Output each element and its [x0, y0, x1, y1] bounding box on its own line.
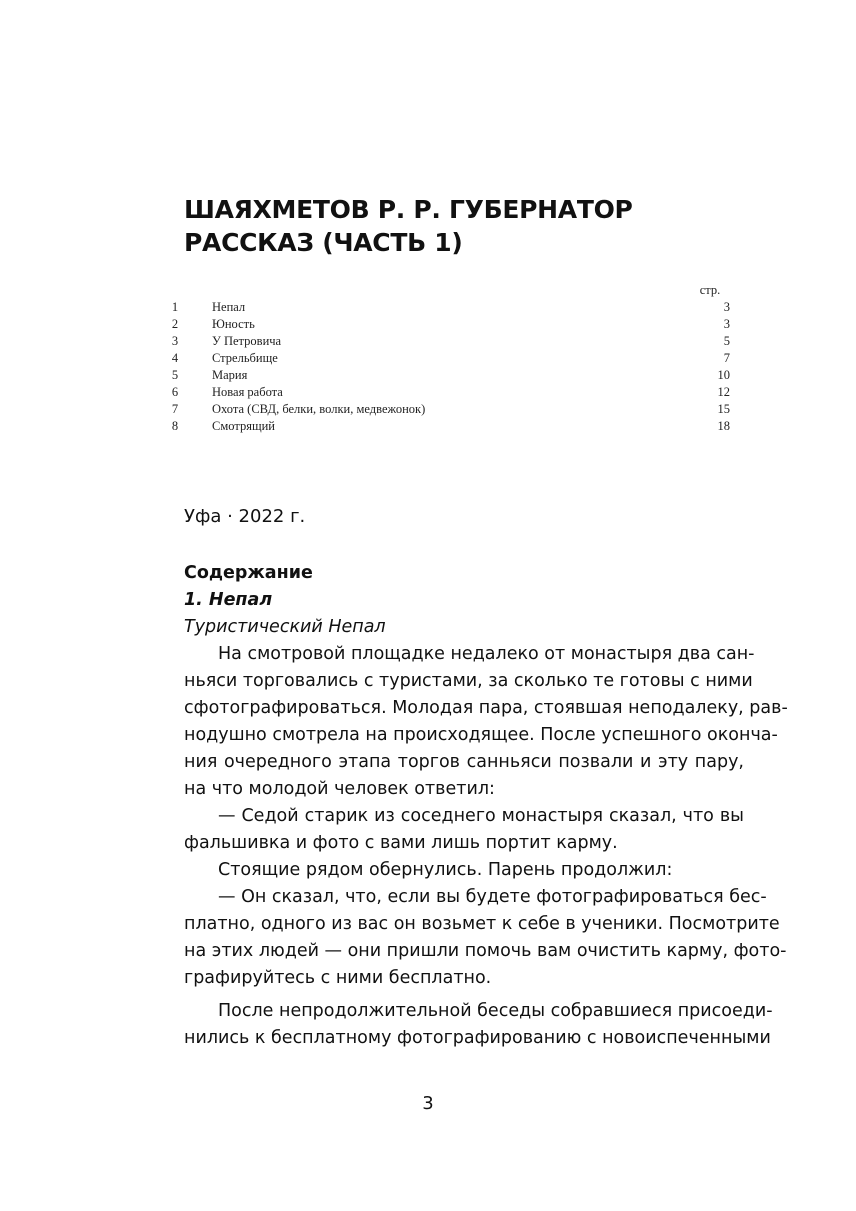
toc-row-title: Охота (СВД, белки, волки, медвежонок) [212, 402, 426, 416]
document-title [184, 193, 744, 259]
body-line: После непродолжительной беседы собравшиеся присоеди- [218, 1001, 773, 1021]
contents-heading: Содержание [184, 563, 313, 583]
toc-row [0, 334, 856, 351]
body-line: фальшивка и фото с вами лишь портит карму. [184, 833, 618, 853]
toc-row-page: 12 [717, 385, 730, 399]
body-line: на что молодой человек ответил: [184, 779, 495, 799]
toc-row [0, 300, 856, 317]
toc-row-page: 18 [717, 419, 730, 433]
body-line: сфотографироваться. Молодая пара, стоявшая неподалеку, рав- [184, 698, 788, 718]
body-line: нились к бесплатному фотографированию с новоиспеченными [184, 1028, 771, 1048]
toc-row-number: 4 [171, 351, 179, 365]
chapter-subtitle: Туристический Непал [184, 617, 386, 637]
body-line: ния очередного этапа торгов санньяси позвали и эту пару, [184, 752, 744, 772]
toc-row [0, 317, 856, 334]
toc-row-page: 5 [723, 334, 730, 348]
toc-row [0, 385, 856, 402]
body-line: нодушно смотрела на происходящее. После успешного оконча- [184, 725, 778, 745]
toc-row-number: 3 [171, 334, 179, 348]
toc-row-title: Непал [212, 300, 246, 314]
toc-row-number: 2 [171, 317, 179, 331]
toc-row-title: Мария [212, 368, 248, 382]
toc-row-page: 3 [723, 300, 730, 314]
toc-row-title: Новая работа [212, 385, 283, 399]
toc-row-page: 3 [723, 317, 730, 331]
body-line: На смотровой площадке недалеко от монастыря два сан- [218, 644, 755, 664]
main-content [184, 560, 788, 1052]
body-line: Стоящие рядом обернулись. Парень продолжил: [218, 860, 673, 880]
toc-row-number: 6 [171, 385, 179, 399]
body-text [184, 641, 788, 1052]
body-line: на этих людей — они пришли помочь вам очистить карму, фото- [184, 941, 787, 961]
toc-row-number: 1 [171, 300, 179, 314]
toc-row-number: 5 [171, 368, 179, 382]
toc-row-title: Смотрящий [212, 419, 275, 433]
toc-row [0, 368, 856, 385]
toc-row-page: 10 [717, 368, 730, 382]
toc-row-number: 7 [171, 402, 179, 416]
toc-row-number: 8 [171, 419, 179, 433]
toc-row-title: Стрельбище [212, 351, 278, 365]
toc-row-title: У Петровича [212, 334, 282, 348]
page-number: 3 [422, 1093, 434, 1114]
title-line-1: ШАЯХМЕТОВ Р. Р. ГУБЕРНАТОР [184, 195, 633, 224]
body-line: — Седой старик из соседнего монастыря сказал, что вы [218, 806, 744, 826]
body-line: графируйтесь с ними бесплатно. [184, 968, 492, 988]
body-line: платно, одного из вас он возьмет к себе в ученики. Посмотрите [184, 914, 780, 934]
toc-page-header: стр. [699, 283, 721, 297]
toc-row-page: 15 [717, 402, 730, 416]
chapter-title: 1. Непал [184, 590, 273, 610]
toc-row [0, 419, 856, 436]
body-line: — Он сказал, что, если вы будете фотографироваться бес- [218, 887, 767, 907]
city-year: Уфа · 2022 г. [184, 506, 306, 527]
toc-row-page: 7 [723, 351, 730, 365]
toc-row-title: Юность [212, 317, 255, 331]
body-line: ньяси торговались с туристами, за сколько те готовы с ними [184, 671, 753, 691]
title-line-2: РАССКАЗ (ЧАСТЬ 1) [184, 228, 463, 257]
toc-row [0, 402, 856, 419]
toc-row [0, 351, 856, 368]
